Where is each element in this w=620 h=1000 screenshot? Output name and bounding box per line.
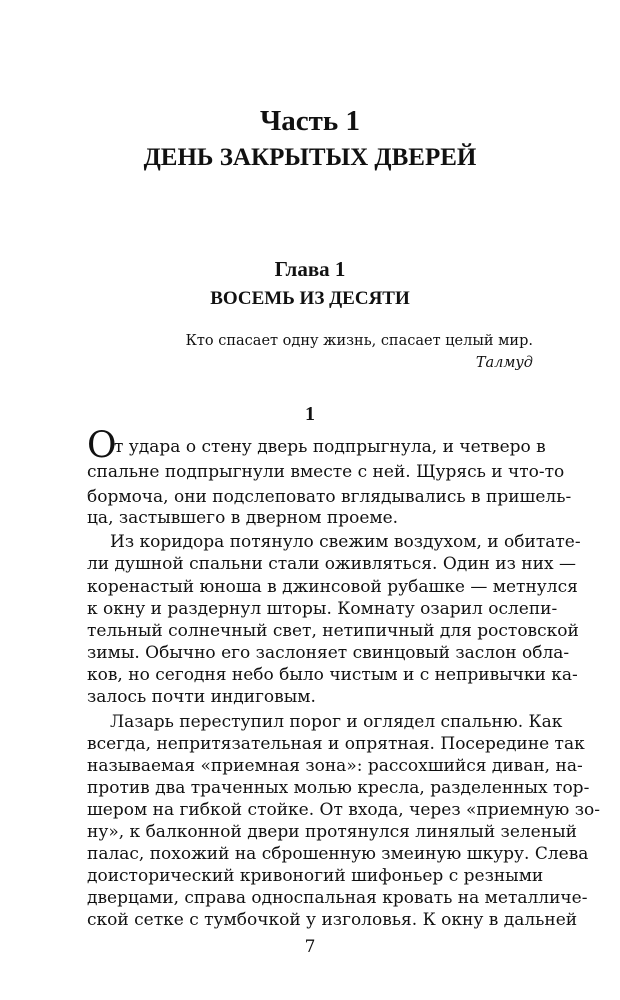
body-line: к окну и раздернул шторы. Комнату озарил ослепи- [87, 599, 558, 619]
body-line: Лазарь переступил порог и оглядел спальню. Как [110, 712, 563, 732]
epigraph-source: Талмуд [475, 355, 533, 371]
body-line: залось почти индиговым. [87, 687, 316, 707]
part-title: Часть 1 [260, 105, 360, 137]
body-line: всегда, непритязательная и опрятная. Посередине так [87, 734, 585, 754]
body-line: шером на гибкой стойке. От входа, через «приемную зо- [87, 800, 601, 820]
body-line: Из коридора потянуло свежим воздухом, и обитате- [110, 532, 581, 552]
drop-cap: О [87, 425, 117, 466]
chapter-subtitle: ВОСЕМЬ ИЗ ДЕСЯТИ [210, 288, 410, 309]
body-line: зимы. Обычно его заслоняет свинцовый заслон обла- [87, 643, 570, 663]
body-line: дверцами, справа односпальная кровать на металличе- [87, 888, 588, 908]
body-line: коренастый юноша в джинсовой рубашке — метнулся [87, 577, 578, 597]
body-line: ца, застывшего в дверном проеме. [87, 508, 399, 528]
body-line: спальне подпрыгнули вместе с ней. Щурясь и что-то [87, 462, 565, 482]
body-line: ну», к балконной двери протянулся линялый зеленый [87, 822, 577, 842]
body-line: доисторический кривоногий шифоньер с резными [87, 866, 544, 886]
body-line: против два траченных молью кресла, разделенных тор- [87, 778, 590, 798]
body-line: ков, но сегодня небо было чистым и с непривычки ка- [87, 665, 578, 685]
body-line: тельный солнечный свет, нетипичный для ростовской [87, 621, 579, 641]
page-number: 7 [304, 937, 316, 957]
part-subtitle: ДЕНЬ ЗАКРЫТЫХ ДВЕРЕЙ [143, 144, 477, 171]
body-line: называемая «приемная зона»: рассохшийся диван, на- [87, 756, 583, 776]
body-line: т удара о стену дверь подпрыгнула, и четверо в [114, 437, 546, 457]
epigraph-quote: Кто спасает одну жизнь, спасает целый мир. [185, 333, 533, 349]
chapter-title: Глава 1 [274, 257, 346, 281]
section-number: 1 [305, 403, 315, 425]
body-line: бормоча, они подслеповато вглядывались в пришель- [87, 487, 572, 507]
body-line: палас, похожий на сброшенную змеиную шкуру. Слева [87, 844, 589, 864]
body-line: ли душной спальни стали оживляться. Один из них — [87, 554, 576, 574]
epigraph [186, 330, 533, 374]
body-line: ской сетке с тумбочкой у изголовья. К окну в дальней [87, 910, 578, 930]
